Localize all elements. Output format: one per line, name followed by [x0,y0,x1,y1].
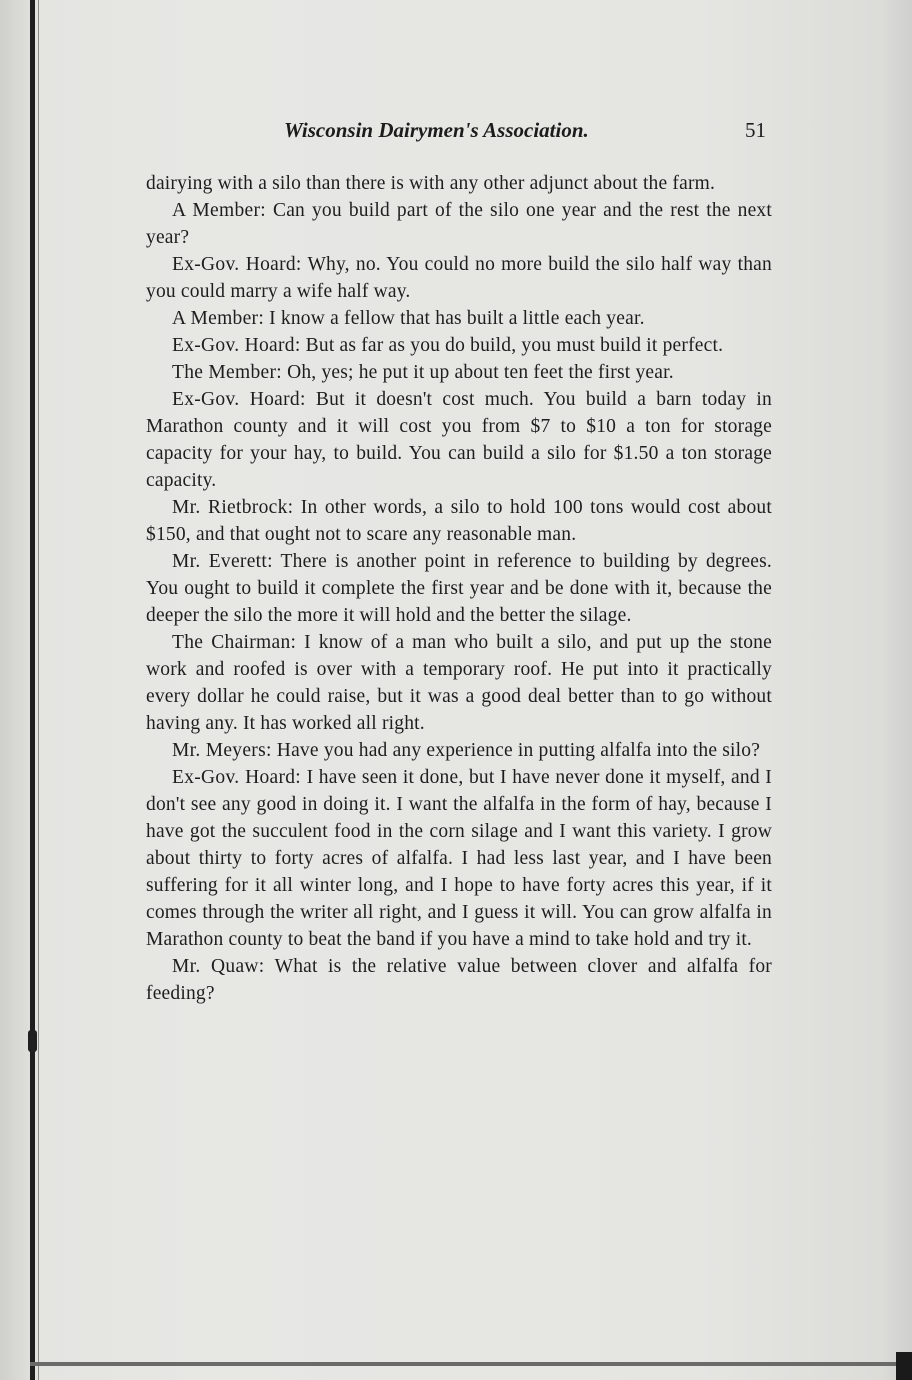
paragraph [146,251,772,305]
paragraph-text: What is the relative value between clover and alfalfa for feeding? [146,956,772,1004]
paragraph [146,629,772,737]
body-text [146,170,772,1007]
speaker-label: Ex-Gov. Hoard: [172,389,306,410]
paragraph [146,197,772,251]
paragraph-text: Can you build part of the silo one year and the rest the next year? [146,200,773,248]
paragraph [146,305,772,332]
paragraph-text: Have you had any experience in putting alfalfa into the silo? [276,740,761,761]
speaker-label: The Member: [172,362,282,383]
speaker-label: Mr. Meyers: [172,740,272,761]
speaker-label: A Member: [172,200,266,221]
running-title: Wisconsin Dairymen's Association. [284,118,589,142]
paragraph-text: Why, no. You could no more build the silo half way than you could marry a wife half way. [146,254,772,302]
paragraph-text: But it doesn't cost much. You build a barn today in Marathon county and it will cost you from $7 to $10 a ton for storage capacity for your hay, to build. You can build a silo for $1.50 a ton storage capacity. [146,389,773,491]
paragraph-text: There is another point in reference to building by degrees. You ought to build it complete the first year and be done with it, because the deeper the silo the more it will hold and the better the silage. [146,551,772,626]
book-binding-edge [30,0,35,1380]
speaker-label: Ex-Gov. Hoard: [172,254,302,275]
paragraph [146,737,772,764]
speaker-label: A Member: [172,308,265,329]
paragraph-text: Oh, yes; he put it up about ten feet the first year. [287,362,674,383]
page-number: 51 [745,118,766,142]
paragraph-continuation [146,170,772,197]
paragraph-text: In other words, a silo to hold 100 tons would cost about $150, and that ought not to scare any reasonable man. [146,497,772,545]
speaker-label: Ex-Gov. Hoard: [172,335,301,356]
speaker-label: The Chairman: [172,632,297,653]
paragraph [146,386,772,494]
speaker-label: Mr. Everett: [172,551,273,572]
paragraph-text: I know of a man who built a silo, and put up the stone work and roofed is over with a temporary roof. He put into it practically every dollar he could raise, but it was a good deal better than to go without having any. It has worked all right. [146,632,772,734]
binding-shadow-line [38,0,39,1380]
paragraph [146,332,772,359]
paragraph-text: But as far as you do build, you must build it perfect. [305,335,724,356]
paragraph [146,359,772,386]
paragraph [146,548,772,629]
paragraph-text: I know a fellow that has built a little each year. [269,308,645,329]
paragraph [146,494,772,548]
page-bottom-edge [30,1362,912,1366]
speaker-label: Ex-Gov. Hoard: [172,767,302,788]
paragraph [146,764,772,953]
paragraph [146,953,772,1007]
speaker-label: Mr. Quaw: [172,956,265,977]
paragraph-text: dairying with a silo than there is with any other adjunct about the farm. [146,173,716,194]
page-corner-mark [896,1352,912,1380]
paragraph-text: I have seen it done, but I have never done it myself, and I don't see any good in doing it. I want the alfalfa in the form of hay, because I have got the succulent food in the corn silage and I want this variety. I grow about thirty to forty acres of alfalfa. I had less last year, and I have been suffering for it all winter long, and I hope to have forty acres this year, if it comes through the writer all right, and I guess it will. You can grow alfalfa in Marathon county to beat the band if you have a mind to take hold and try it. [146,767,773,950]
speaker-label: Mr. Rietbrock: [172,497,294,518]
margin-ink-mark [28,1030,37,1052]
running-header [146,118,772,150]
